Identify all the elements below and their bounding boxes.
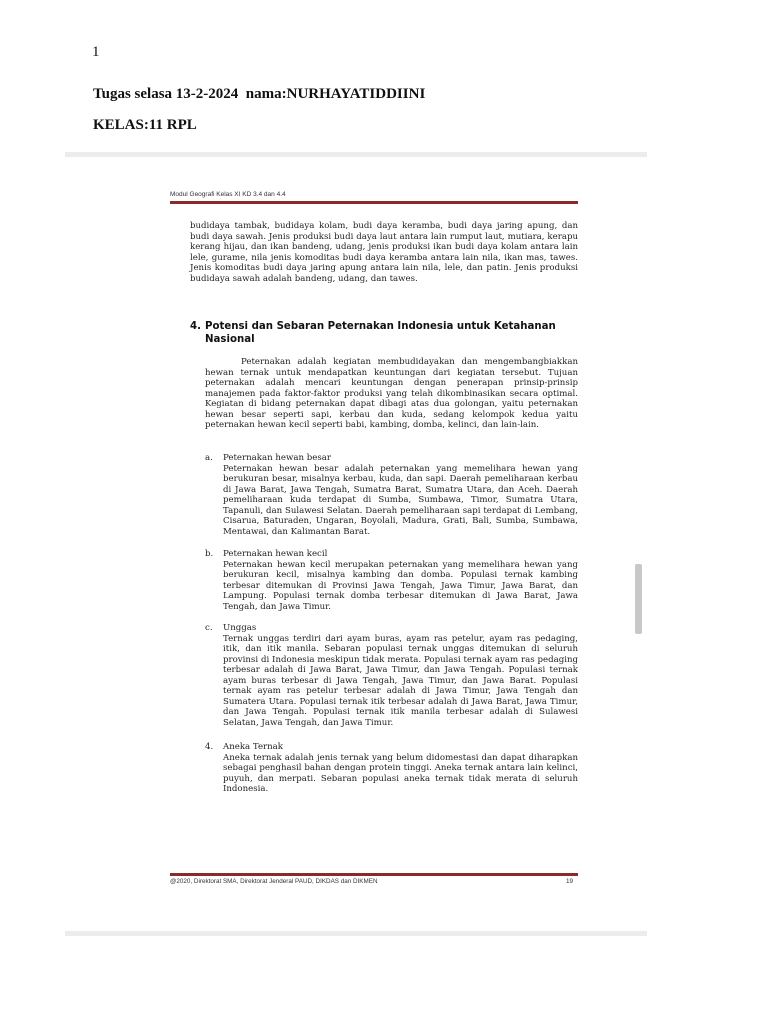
list-item-label: a.: [205, 453, 213, 463]
list-item-text: Peternakan hewan kecil merupakan peternakan yang memelihara hewan yang berukuran kecil, misalnya kambing dan domba. Populasi ternak kambing terbesar ditemukan di Provinsi Jawa Tengah, Jawa Timur, Jawa Barat, dan Lampung. Populasi ternak domba terbesar ditemukan di Jawa Barat, Jawa Tengah, dan Jawa Timur.: [223, 559, 578, 612]
list-item: [205, 623, 578, 728]
scrollbar-thumb[interactable]: [635, 564, 642, 634]
list-item-title: Aneka Ternak: [223, 742, 284, 752]
list-item: [205, 742, 578, 795]
section-title: Potensi dan Sebaran Peternakan Indonesia untuk Ketahanan Nasional: [205, 321, 556, 345]
section-intro: Peternakan adalah kegiatan membudidayakan dan mengembangbiakkan hewan ternak untuk mendapatkan keuntungan dari kegiatan tersebut. Tujuan peternakan adalah mencari keuntungan dengan penerapan prinsip-prinsip manajemen pada faktor-faktor produksi yang telah dikombinasikan secara optimal. Kegiatan di bidang peternakan dapat dibagi atas dua golongan, yaitu peternakan hewan besar seperti sapi, kerbau dan kuda, sedang kelompok kedua yaitu peternakan hewan kecil seperti babi, kambing, domba, kelinci, dan lain-lain.: [205, 357, 578, 430]
page-divider-top: [65, 152, 647, 157]
list-item-label: c.: [205, 623, 213, 633]
continuation-text: budidaya tambak, budidaya kolam, budi daya keramba, budi daya jaring apung, dan budi daya sawah. Jenis produksi budi daya laut antara lain rumput laut, mutiara, kerapu kerang hijau, dan ikan bandeng, udang, jenis produksi ikan budi daya kolam antara lain lele, gurame, nila jenis komoditas budi daya keramba antara lain nila, ikan mas, tawes. Jenis komoditas budi daya jaring apung antara lain nila, lele, dan patin. Jenis produksi budidaya sawah adalah bandeng, udang, dan tawes.: [190, 221, 578, 284]
list-item-text: Aneka ternak adalah jenis ternak yang belum didomestasi dan dapat diharapkan sebagai penghasil bahan dengan protein tinggi. Aneka ternak antara lain kelinci, puyuh, dan merpati. Sebaran populasi aneka ternak tidak merata di seluruh Indonesia.: [223, 752, 578, 794]
footer-rule: [170, 873, 578, 876]
copyright-footer: @2020, Direktorat SMA, Direktorat Jenderal PAUD, DIKDAS dan DIKMEN: [170, 878, 378, 885]
list-item-title: Peternakan hewan kecil: [223, 549, 328, 559]
page-divider-bottom: [65, 931, 647, 936]
list-item-text: Ternak unggas terdiri dari ayam buras, ayam ras petelur, ayam ras pedaging, itik, dan itik manila. Sebaran populasi ternak unggas ditemukan di seluruh provinsi di Indonesia meskipun tidak merata. Populasi ternak ayam ras pedaging terbesar adalah di Jawa Barat, Jawa Timur, dan Jawa Tengah. Populasi ternak ayam buras terbesar di Jawa Tengah, Jawa Timur, dan Jawa Barat. Populasi ternak ayam ras petelur terbesar adalah di Jawa Timur, Jawa Tengah dan Sumatera Utara. Populasi ternak itik terbesar adalah di Jawa Barat, Jawa Timur, dan Jawa Tengah. Populasi ternak itik manila terbesar adalah di Sulawesi Selatan, Jawa Tengah, dan Jawa Timur.: [223, 633, 578, 728]
header-rule: [170, 201, 578, 204]
continuation-paragraph: [190, 221, 578, 284]
class-label: KELAS:11 RPL: [93, 117, 197, 133]
assignment-header: Tugas selasa 13-2-2024 nama:NURHAYATIDDIINI: [93, 86, 426, 102]
list-item-label: 4.: [205, 742, 214, 752]
section-number: 4.: [190, 321, 201, 332]
module-header: Modul Geografi Kelas XI KD 3.4 dan 4.4: [170, 191, 286, 198]
module-page-number: 19: [566, 878, 574, 885]
list-item-title: Peternakan hewan besar: [223, 453, 331, 463]
list-item-label: b.: [205, 549, 214, 559]
list-item: [205, 453, 578, 537]
list-item-title: Unggas: [223, 623, 257, 633]
section-heading: [190, 320, 580, 346]
list-item: [205, 549, 578, 612]
page-number: 1: [92, 44, 100, 60]
list-item-text: Peternakan hewan besar adalah peternakan yang memelihara hewan yang berukuran besar, misalnya kerbau, kuda, dan sapi. Daerah pemeliharaan kerbau di Jawa Barat, Jawa Tengah, Sumatra Barat, Sumatra Utara, dan Aceh. Daerah pemeliharaan kuda terdapat di Sumba, Sumbawa, Timor, Sumatra Utara, Tapanuli, dan Sulawesi Selatan. Daerah pemeliharaan sapi terdapat di Lembang, Cisarua, Baturaden, Ungaran, Boyolali, Madura, Grati, Bali, Sumba, Sumbawa, Mentawai, dan Kalimantan Barat.: [223, 463, 578, 537]
